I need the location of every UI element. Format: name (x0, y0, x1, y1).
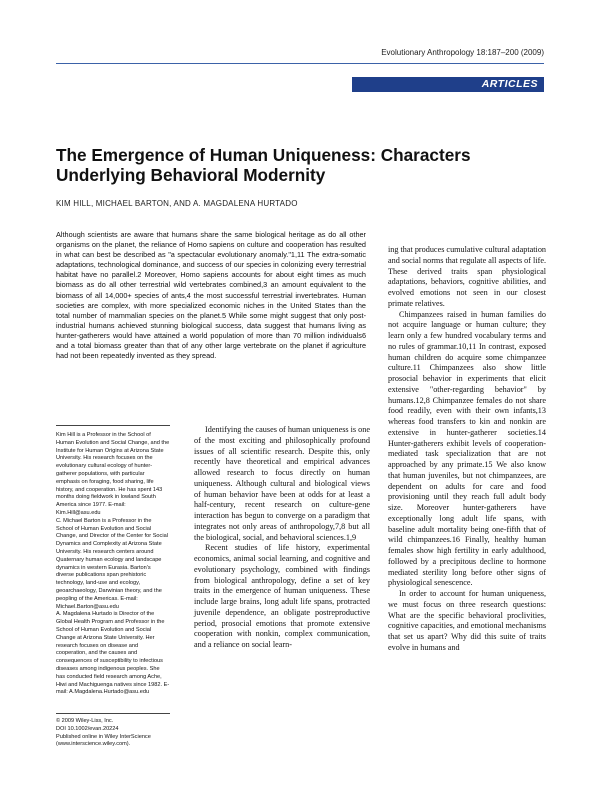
article-authors: KIM HILL, MICHAEL BARTON, AND A. MAGDALENA HURTADO (56, 199, 298, 208)
body-paragraph-continued: ing that produces cumulative cultural adaptation and social norms that regulate all aspects of life. These derived traits span physiological adaptations, behaviors, cognitive abilities, and evolved emotions not seen in our closest primate relatives. (388, 245, 547, 308)
body-paragraph: Chimpanzees raised in human families do not acquire language or human culture; they learn only a few hundred vocabulary terms and no rules of grammar.10,11 In contrast, exposed human children do acquire some chimpanzee culture.11 Chimpanzees also show little prosocial behavior in experiments that elicit extensive "other-regarding behavior" by humans.12,8 Chimpanzee females do not share food readily, even with their own infants,13 whereas food transfers to kin and nonkin are extensive in hunter-gatherer societies.14 Hunter-gatherers exhibit levels of cooperation-mediated task specialization that are not approached by any primate.15 We also know that human juveniles, but not chimpanzees, are dependent on adults for care and food provisioning until they reach full adult body size. Moreover hunter-gatherers have exceptionally long adult life spans, with baseline adult mortality being one-fifth that of wild chimpanzees.16 Finally, healthy human females show high fertility in early adulthood, followed by a precipitous decline to hormone mediated sterility long before other signs of physiological senescence. (388, 309, 546, 588)
bio-hurtado: A. Magdalena Hurtado is Director of the Global Health Program and Professor in the School of Human Evolution and Social Change at Arizona State University. Her research focuses on disease and cooperation, and the causes and consequences of susceptibility to infectious diseases among indigenous peoples. She has conducted field research among Ache, Hiwi and Machiguenga natives since 1982. E-mail: A.Magdalena.Hurtado@asu.edu (56, 611, 170, 696)
copyright-block (56, 713, 170, 749)
body-paragraph: Identifying the causes of human uniqueness is one of the most exciting and philosophically profound issues of all scientific research. Despite this, only recently have theoretical and empirical advances allowed research to focus directly on human uniqueness. Although cultural and biological views of human behavior have been at odds for at least a half-century, recent research on culture-gene interaction has begun to converge on a paradigm that integrates not only areas of anthropology,7,8 but all the biological, social, and behavioral sciences.1,9 (194, 425, 370, 542)
article-title: The Emergence of Human Uniqueness: Characters Underlying Behavioral Modernity (56, 145, 471, 185)
doi-line: DOI 10.1002/evan.20224 (56, 725, 119, 732)
abstract: Although scientists are aware that humans share the same biological heritage as do all other organisms on the planet, the reliance of Homo sapiens on culture and cooperation has resulted in what can best be described as "a spectacular evolutionary anomaly."1,11 The extra-somatic adaptations, technological dominance, and success of our species in colonizing every terrestrial habitat have no parallel.2 Moreover, Homo sapiens accounts for about eight times as much biomass as do all other terrestrial wild vertebrates combined,3 an amount equivalent to the biomass of all 14,000+ species of ants,4 the most successful terrestrial invertebrates. Human societies are complex, with more specialized economic niches in the United States than the total number of mammalian species on the planet.5 While some might suggest that only post-industrial humans achieved stunning biological success, data suggest that humans living as hunter-gatherers would have attained a world population of more than 70 million individuals6 and a total biomass greater than that of any other large vertebrate on the planet if agriculture had not been repeatedly invented as they spread. (56, 230, 366, 361)
bio-barton: C. Michael Barton is a Professor in the School of Human Evolution and Social Change, and Director of the Center for Social Dynamics and Complexity at Arizona State University. His research centers around Quaternary human ecology and landscape dynamics in western Eurasia. Barton's diverse publications span prehistoric technology, land-use and ecology, geoarchaeology, Darwinian theory, and the peopling of the Americas. E-mail: Michael.Barton@asu.edu (56, 517, 168, 610)
body-column-3 (388, 245, 546, 654)
body-paragraph: Recent studies of life history, experimental economics, animal social learning, and cognitive and evolutionary psychology, combined with findings from biological anthropology, define a set of key traits in the emergence of human uniqueness. These include large brains, long adult life spans, protracted juvenile dependence, an obligate postreproductive period, prosocial emotions that promote extensive cooperation with nonkin, complex communication, and a reliance on social learn- (194, 543, 370, 649)
section-label: ARTICLES (481, 78, 538, 90)
body-column-2 (194, 425, 370, 651)
copyright-line: © 2009 Wiley-Liss, Inc. (56, 718, 114, 725)
journal-citation: Evolutionary Anthropology 18:187–200 (2009) (381, 48, 544, 57)
header-rule (56, 63, 544, 64)
section-banner (352, 77, 544, 92)
online-line: Published online in Wiley InterScience (www.interscience.wiley.com). (56, 733, 151, 748)
body-paragraph: In order to account for human uniqueness, we must focus on three research questions: What are the specific behavioral proclivities, cognitive capacities, and emotional mechanisms that set us apart? Why did this suite of traits evolve in humans and (388, 589, 547, 652)
bio-hill: Kim Hill is a Professor in the School of Human Evolution and Social Change, and the Institute for Human Origins at Arizona State University. His research focuses on the evolutionary cultural ecology of hunter-gatherer populations, with particular emphasis on foraging, food sharing, life history, and cooperation. He has spent 143 months doing fieldwork in lowland South America since 1977. E-mail: Kim.Hill@asu.edu (56, 432, 170, 516)
author-bios (56, 425, 170, 749)
